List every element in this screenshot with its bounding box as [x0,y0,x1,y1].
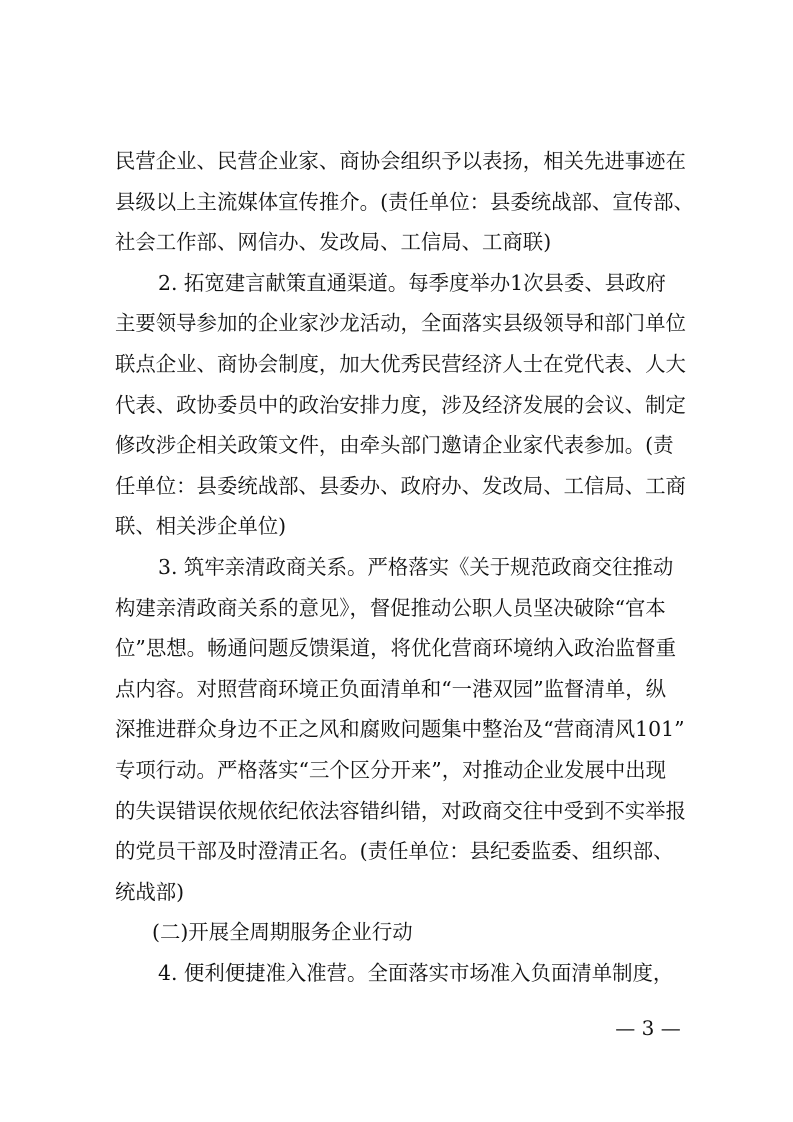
text-line: 联点企业、商协会制度，加大优秀民营经济人士在党代表、人大 [115,351,686,376]
text-line: 深推进群众身边不正之风和腐败问题集中整治及“营商清风101” [115,717,685,742]
text-line: 任单位：县委统战部、县委办、政府办、发改局、工信局、工商 [115,473,686,498]
text-line: 2. 拓宽建言献策直通渠道。每季度举办1次县委、县政府 [158,270,666,295]
text-line: 社会工作部、网信办、发改局、工信局、工商联) [115,230,552,255]
text-line: 的党员干部及时澄清正名。(责任单位：县纪委监委、组织部、 [115,839,674,864]
document-body [115,141,694,993]
text-line: 专项行动。严格落实“三个区分开来”，对推动企业发展中出现 [115,757,667,782]
text-line: 3. 筑牢亲清政商关系。严格落实《关于规范政商交往推动 [158,554,674,579]
text-line: 修改涉企相关政策文件，由牵头部门邀请企业家代表参加。(责 [115,433,674,458]
text-line: 4. 便利便捷准入准营。全面落实市场准入负面清单制度， [158,960,674,985]
text-line: 主要领导参加的企业家沙龙活动，全面落实县级领导和部门单位 [115,311,686,336]
section-heading: (二)开展全周期服务企业行动 [152,920,413,945]
page-number: — 3 — [615,1016,681,1040]
text-line: 县级以上主流媒体宣传推介。(责任单位：县委统战部、宣传部、 [115,189,694,214]
text-line: 构建亲清政商关系的意见》，督促推动公职人员坚决破除“官本 [115,595,666,620]
text-line: 的失误错误依规依纪依法容错纠错，对政商交往中受到不实举报 [115,798,686,823]
text-line: 位”思想。畅通问题反馈渠道，将优化营商环境纳入政治监督重 [115,636,676,661]
text-line: 民营企业、民营企业家、商协会组织予以表扬，相关先进事迹在 [115,149,686,173]
text-line: 点内容。对照营商环境正负面清单和“一港双园”监督清单，纵 [115,676,667,701]
text-line: 统战部) [115,879,185,904]
text-line: 联、相关涉企单位) [115,514,287,539]
text-line: 代表、政协委员中的政治安排力度，涉及经济发展的会议、制定 [115,392,686,417]
